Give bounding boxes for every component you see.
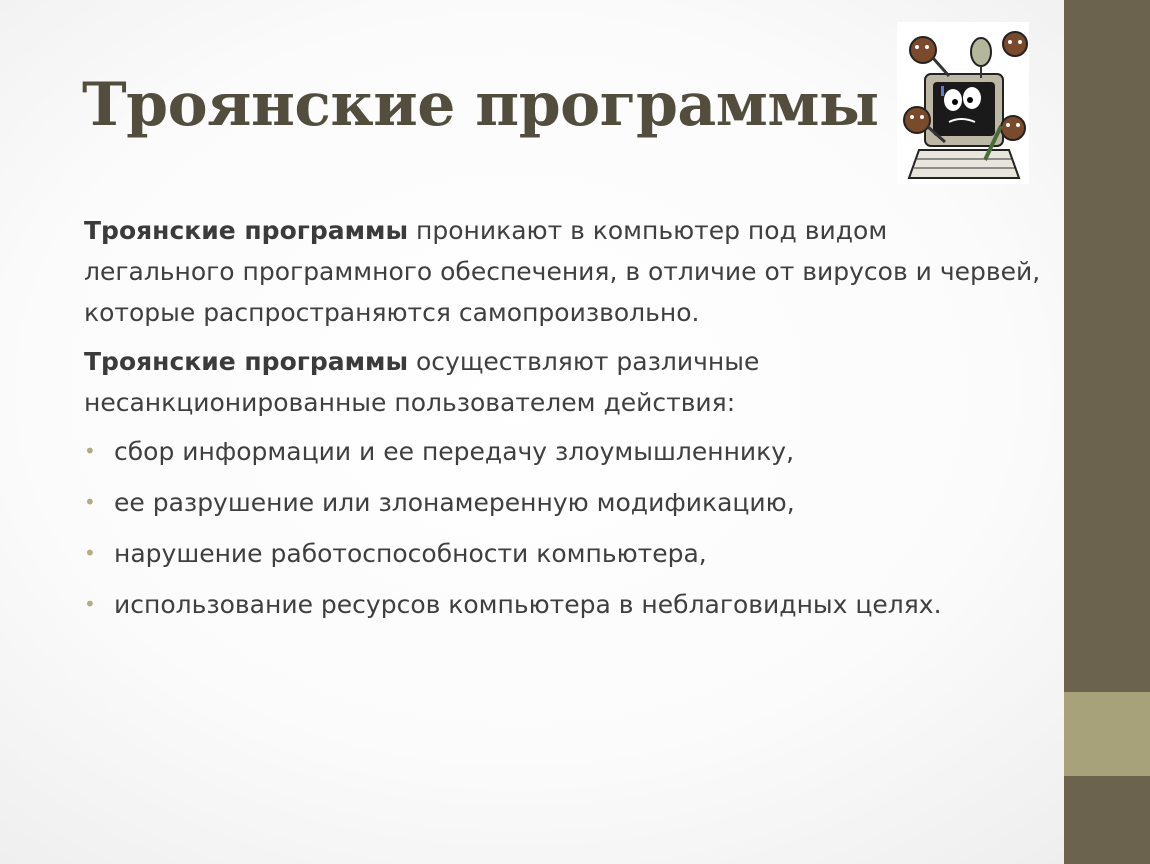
computer-bugs-icon [897, 22, 1029, 184]
slide-body [84, 210, 1044, 635]
action-list [84, 431, 1044, 625]
paragraph-actions-text: осуществляют различные несанкционированные пользователем действия: [84, 347, 760, 417]
paragraph-actions [84, 341, 1044, 423]
list-item-text: ее разрушение или злонамеренную модификацию, [114, 488, 795, 517]
list-item [84, 584, 1044, 625]
list-item [84, 431, 1044, 472]
list-item [84, 482, 1044, 523]
list-item [84, 533, 1044, 574]
paragraph-actions-term: Троянские программы [84, 347, 409, 376]
list-item-text: сбор информации и ее передачу злоумышленнику, [114, 437, 795, 466]
bullet-icon: • [84, 490, 96, 514]
paragraph-intro-term: Троянские программы [84, 216, 409, 245]
paragraph-intro [84, 210, 1044, 333]
sidebar-accent [1064, 692, 1150, 776]
bullet-icon: • [84, 592, 96, 616]
bullet-icon: • [84, 439, 96, 463]
bullet-icon: • [84, 541, 96, 565]
slide-title: Троянские программы [82, 70, 879, 140]
paragraph-intro-text: проникают в компьютер под видом легального программного обеспечения, в отличие от вирусов и червей, которые распространяются самопроизвольно. [84, 216, 1041, 327]
list-item-text: использование ресурсов компьютера в неблаговидных целях. [114, 590, 942, 619]
list-item-text: нарушение работоспособности компьютера, [114, 539, 707, 568]
